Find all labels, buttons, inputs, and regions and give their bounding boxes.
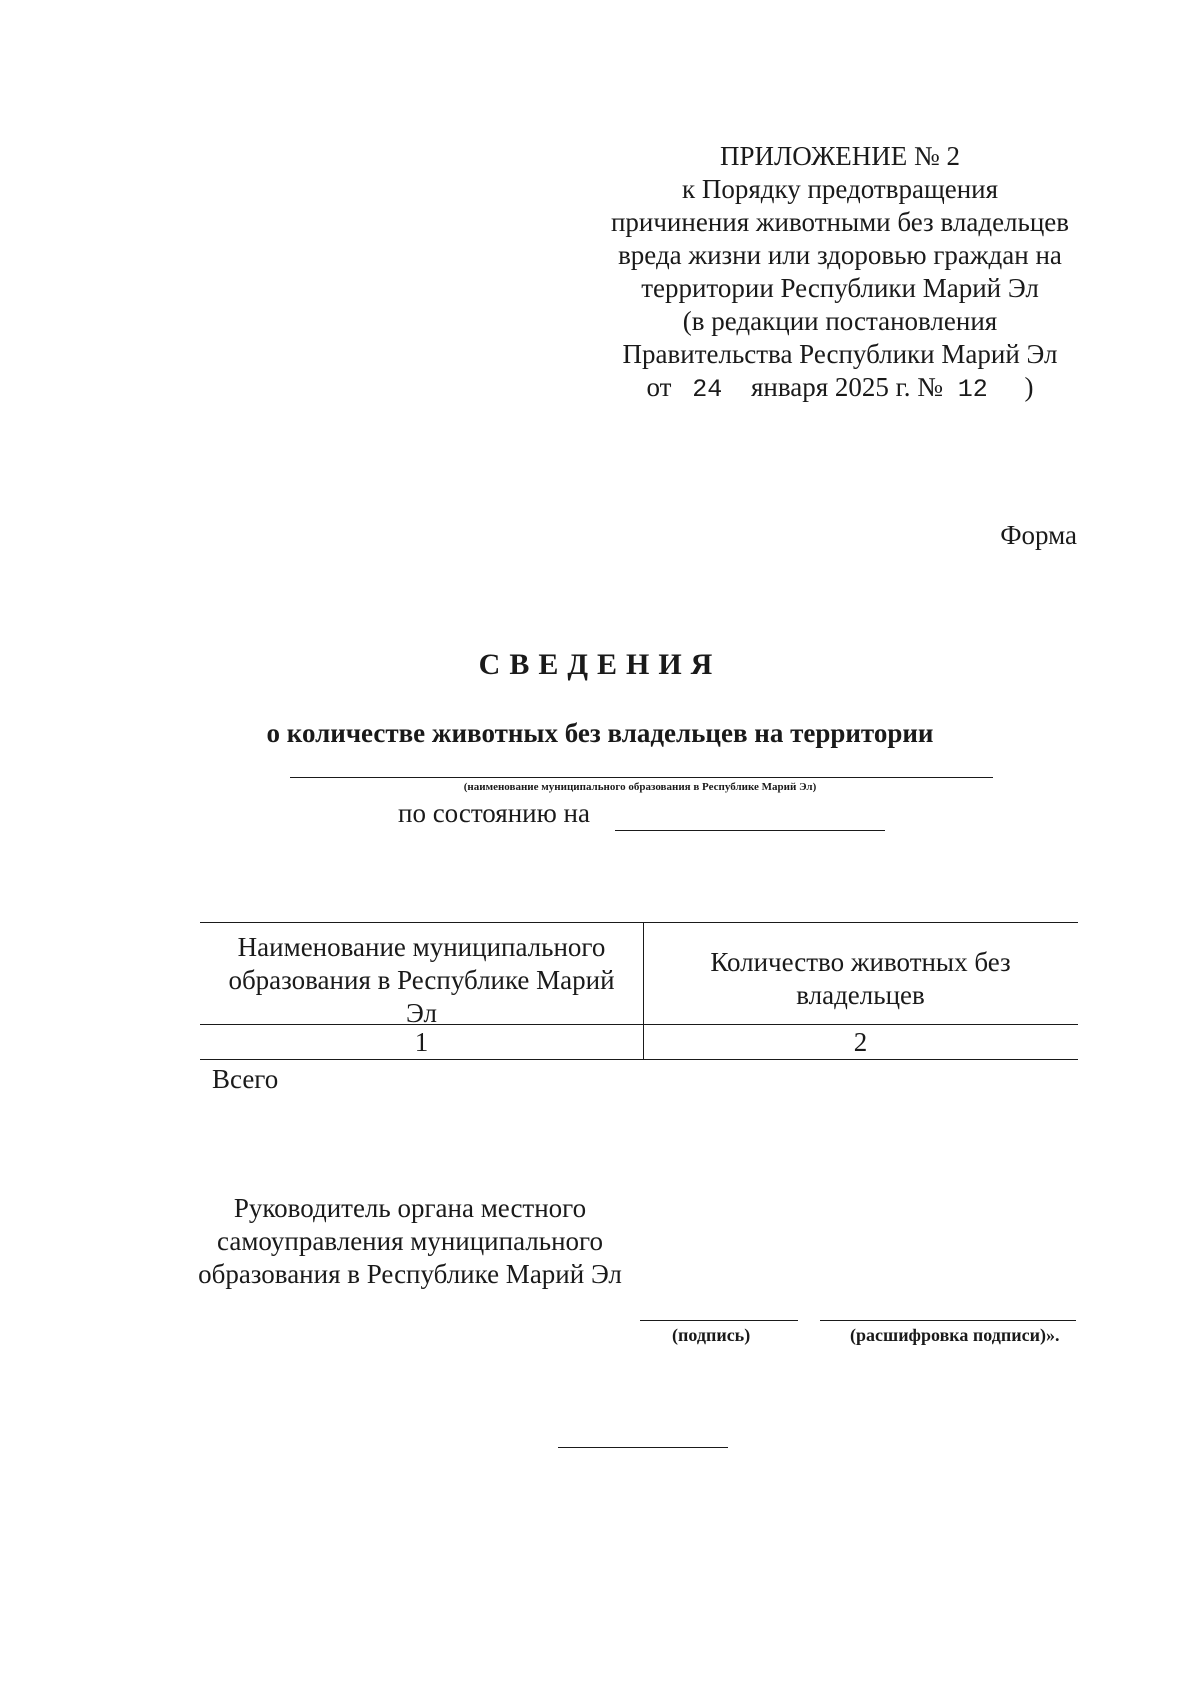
date-month-year: января 2025 г. № [751,372,943,402]
appendix-header [580,140,1100,406]
table-top-border [200,922,1078,923]
document-title: СВЕДЕНИЯ [478,648,722,681]
closing-paren: ) [1024,372,1034,402]
signature-line [640,1320,798,1321]
signature-decode-caption: (расшифровка подписи)». [850,1325,1060,1345]
municipality-caption: (наименование муниципального образования в Республике Марий Эл) [463,781,817,793]
form-label: Форма [1000,520,1077,550]
table-column-number: 1 [414,1027,429,1057]
document-subtitle: о количестве животных без владельцев на территории [266,718,934,748]
as-of-label: по состоянию на [398,798,590,828]
signature-decode-line [820,1320,1076,1321]
appendix-line: причинения животными без владельцев [610,207,1070,237]
date-prefix: от [646,372,672,402]
as-of-date-underline [615,830,885,831]
municipality-underline [290,777,993,778]
total-label: Всего [212,1064,279,1094]
appendix-title: ПРИЛОЖЕНИЕ № 2 [719,141,961,171]
appendix-line: к Порядку предотвращения [681,174,999,204]
signature-caption: (подпись) [672,1325,751,1345]
table-header-animal-count: Количество животных без владельцев [710,947,1011,1010]
table-header-municipality: Наименование муниципального образования в Республике Марий Эл [228,932,615,1028]
appendix-line: территории Республики Марий Эл [641,273,1039,303]
signer-title: Руководитель органа местного самоуправления муниципального образования в Республике Марий Эл [198,1193,622,1289]
table-column-number: 2 [853,1027,868,1057]
date-day: 24 [692,375,723,404]
resolution-number: 12 [957,375,988,404]
appendix-line: (в редакции постановления [682,306,998,336]
appendix-line: Правительства Республики Марий Эл [622,339,1058,369]
appendix-date-line [580,371,1100,406]
table-bottom-border [200,1059,1078,1060]
appendix-line: вреда жизни или здоровью граждан на [618,240,1062,270]
end-rule [558,1447,728,1448]
